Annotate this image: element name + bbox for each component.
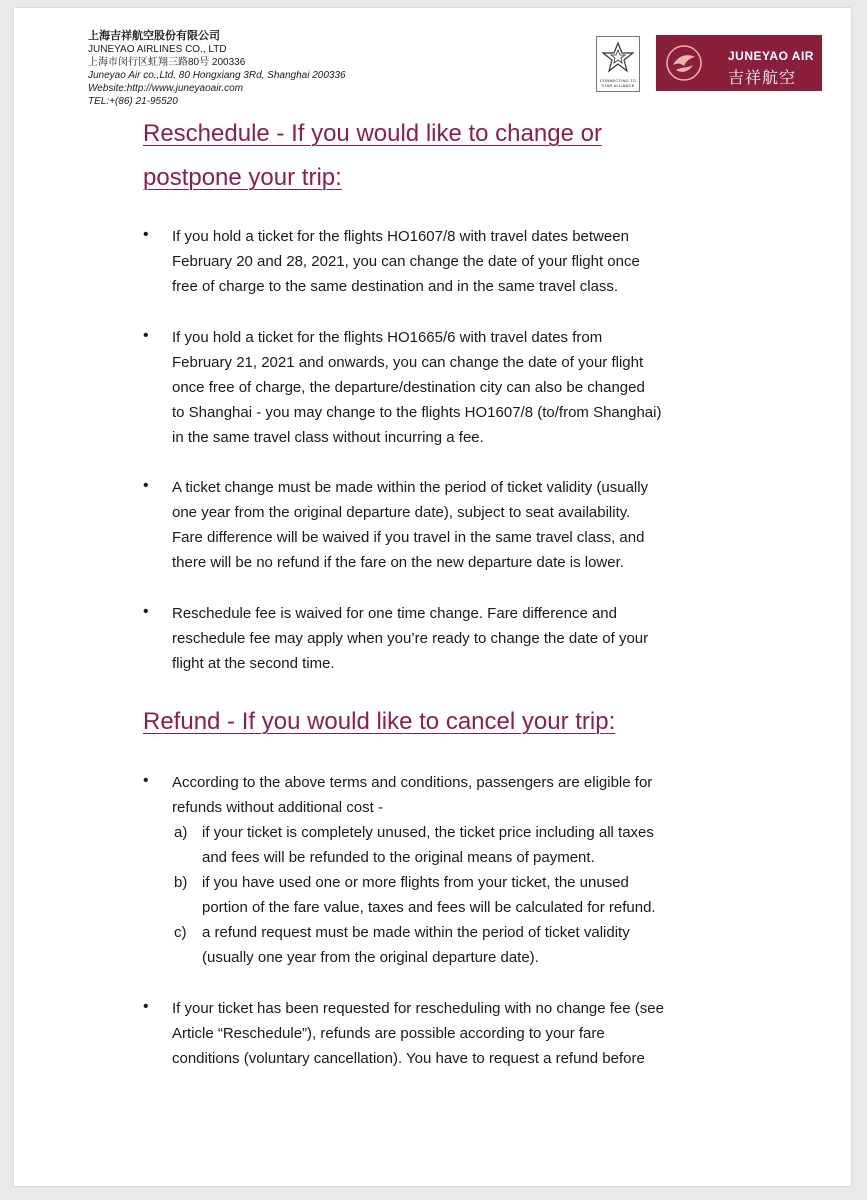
company-name-en: JUNEYAO AIRLINES CO., LTD: [88, 44, 227, 55]
text-line: to Shanghai - you may change to the flights HO1607/8 (to/from Shanghai): [172, 404, 662, 421]
text-line: A ticket change must be made within the period of ticket validity (usually: [172, 479, 649, 496]
address-en: Juneyao Air co.,Ltd. 80 Hongxiang 3Rd, Shanghai 200336: [88, 70, 346, 81]
text-line: conditions (voluntary cancellation). You have to request a refund before: [172, 1050, 645, 1067]
text-line: portion of the fare value, taxes and fees will be calculated for refund.: [202, 899, 656, 916]
juneyao-air-logo: [656, 35, 822, 91]
sub-item-b: [202, 870, 656, 920]
bullet-dot: •: [143, 477, 149, 494]
text-line: there will be no refund if the fare on the new departure date is lower.: [172, 554, 624, 571]
brand-name-en: JUNEYAO AIR: [728, 49, 814, 63]
text-line: one year from the original departure date), subject to seat availability.: [172, 504, 631, 521]
address-cn: 上海市闵行区虹翔三路80号 200336: [88, 57, 246, 68]
text-line: (usually one year from the original departure date).: [202, 949, 539, 966]
text-line: free of charge to the same destination and in the same travel class.: [172, 278, 619, 295]
website: Website:http://www.juneyaoair.com: [88, 83, 244, 94]
reschedule-bullet-3: [172, 475, 752, 575]
text-line: If your ticket has been requested for rescheduling with no change fee (see: [172, 1000, 664, 1017]
text-line: Article “Reschedule”), refunds are possible according to your fare: [172, 1025, 605, 1042]
reschedule-bullet-2: [172, 325, 752, 450]
sub-item-marker-a: a): [174, 824, 188, 841]
star-icon: [601, 41, 635, 73]
document-page: [14, 8, 851, 1186]
sub-item-a: [202, 820, 654, 870]
bullet-dot: •: [143, 327, 149, 344]
text-line: a refund request must be made within the period of ticket validity: [202, 924, 630, 941]
letterhead: [88, 30, 346, 108]
text-line: Fare difference will be waived if you travel in the same travel class, and: [172, 529, 645, 546]
text-line: If you hold a ticket for the flights HO1665/6 with travel dates from: [172, 329, 603, 346]
sub-item-marker-c: c): [174, 924, 187, 941]
bullet-dot: •: [143, 772, 149, 789]
text-line: in the same travel class without incurring a fee.: [172, 429, 484, 446]
bullet-dot: •: [143, 603, 149, 620]
text-line: Reschedule fee is waived for one time change. Fare difference and: [172, 605, 617, 622]
telephone: TEL:+(86) 21-95520: [88, 96, 178, 107]
bullet-dot: •: [143, 998, 149, 1015]
star-alliance-logo: [596, 36, 640, 92]
bullet-dot: •: [143, 226, 149, 243]
text-line: once free of charge, the departure/destination city can also be changed: [172, 379, 645, 396]
text-line: According to the above terms and conditions, passengers are eligible for: [172, 774, 653, 791]
text-line: reschedule fee may apply when you’re ready to change the date of your: [172, 630, 649, 647]
text-line: If you hold a ticket for the flights HO1607/8 with travel dates between: [172, 228, 629, 245]
text-line: February 20 and 28, 2021, you can change the date of your flight once: [172, 253, 640, 270]
text-line: if you have used one or more flights from your ticket, the unused: [202, 874, 629, 891]
text-line: and fees will be refunded to the original means of payment.: [202, 849, 595, 866]
company-name-cn: 上海吉祥航空股份有限公司: [88, 30, 220, 42]
text-line: refunds without additional cost -: [172, 799, 383, 816]
text-line: if your ticket is completely unused, the ticket price including all taxes: [202, 824, 654, 841]
reschedule-bullet-1: [172, 224, 752, 299]
refund-heading: Refund - If you would like to cancel your trip:: [143, 708, 616, 735]
reschedule-heading-line-1: Reschedule - If you would like to change or: [143, 120, 602, 147]
reschedule-heading-line-2: postpone your trip:: [143, 164, 342, 191]
phoenix-emblem-icon: [664, 43, 704, 83]
sub-item-marker-b: b): [174, 874, 188, 891]
brand-name-cn: 吉祥航空: [728, 70, 797, 87]
text-line: February 21, 2021 and onwards, you can change the date of your flight: [172, 354, 644, 371]
refund-bullet-2: [172, 996, 752, 1071]
text-line: flight at the second time.: [172, 655, 335, 672]
refund-bullet-1: [172, 770, 752, 820]
sub-item-c: [202, 920, 630, 970]
star-alliance-text: CONNECTING TO STAR ALLIANCE: [599, 78, 636, 88]
reschedule-bullet-4: [172, 601, 752, 676]
